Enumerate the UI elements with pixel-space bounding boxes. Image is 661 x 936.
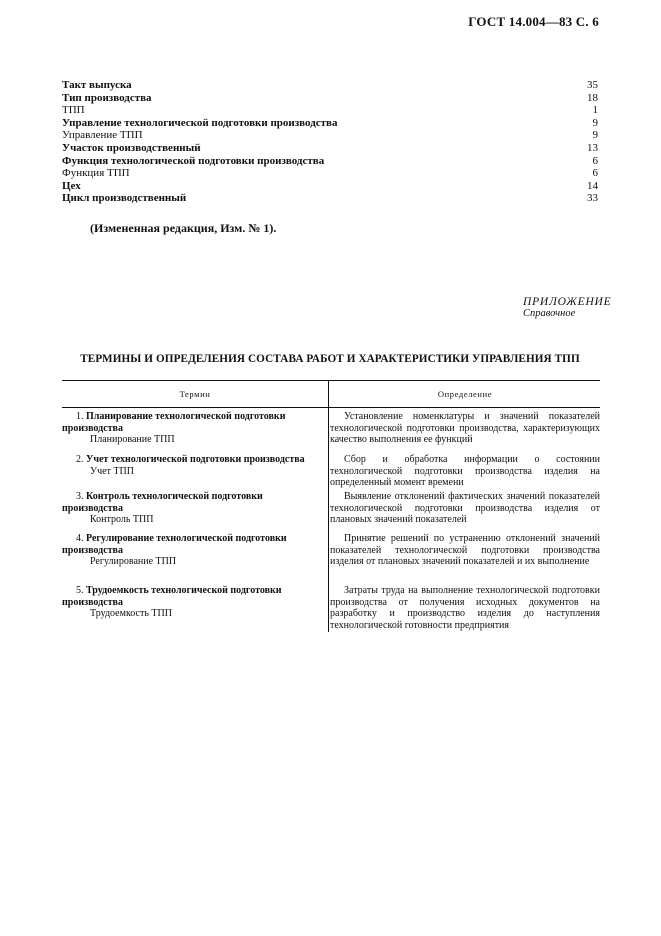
index-row	[62, 167, 598, 180]
term-name: Трудоемкость технологической подготовки производства	[62, 585, 282, 608]
column-header-definition: Определение	[437, 389, 493, 399]
index-page: 14	[587, 179, 598, 192]
index-page: 35	[587, 79, 598, 91]
term-number: 3.	[76, 491, 84, 502]
index-term: Цех	[62, 179, 81, 192]
table-row-term	[62, 585, 324, 620]
index-term: Функция технологической подготовки производства	[62, 154, 325, 167]
index-page: 6	[592, 154, 598, 167]
index-page: 1	[592, 104, 598, 117]
index-page: 13	[587, 141, 598, 154]
index-page: 6	[592, 167, 598, 180]
table-column-divider	[328, 380, 329, 632]
definition-text: Выявление отклонений фактических значений показателей технологической подготовки производства изделия от плановых значений показателей	[330, 491, 600, 526]
revision-note: (Измененная редакция, Изм. № 1).	[90, 221, 277, 235]
table-row-term	[62, 491, 324, 526]
index-row	[62, 192, 598, 205]
index-term: Такт выпуска	[62, 79, 132, 91]
index-term: Управление технологической подготовки производства	[62, 116, 338, 129]
table-top-rule	[62, 380, 600, 381]
term-short: Регулирование ТПП	[90, 556, 177, 568]
index-row	[62, 92, 598, 105]
page-header: ГОСТ 14.004—83 С. 6	[468, 14, 599, 29]
table-row-definition	[330, 411, 600, 446]
appendix-label	[523, 296, 611, 320]
term-number: 1.	[76, 411, 84, 422]
table-row-definition	[330, 454, 600, 489]
index-row	[62, 79, 598, 92]
term-index	[62, 79, 598, 205]
index-page: 33	[587, 192, 598, 205]
definition-text: Принятие решений по устранению отклонений значений показателей технологической подготовки производства изделия от плановых значений показателей и их выполнение	[330, 533, 600, 568]
index-row	[62, 142, 598, 155]
term-short: Учет ТПП	[90, 465, 134, 477]
table-row-definition	[330, 585, 600, 631]
table-row-definition	[330, 533, 600, 568]
term-name: Регулирование технологической подготовки производства	[62, 533, 287, 556]
definition-text: Затраты труда на выполнение технологической подготовки производства от получения исходных документов на разработку и производство изделия до наступления технологической готовности предприятия	[330, 585, 600, 631]
definition-text: Установление номенклатуры и значений показателей технологической подготовки производства, характеризующих качество выполнения ее функций	[330, 411, 600, 446]
index-row	[62, 180, 598, 193]
term-short: Контроль ТПП	[90, 514, 154, 526]
table-row-term	[62, 533, 324, 568]
index-row	[62, 104, 598, 117]
table-row-term	[62, 454, 324, 477]
index-page: 9	[592, 116, 598, 129]
column-header-term: Термин	[179, 389, 211, 399]
term-number: 4.	[76, 533, 84, 544]
term-short: Планирование ТПП	[90, 434, 175, 446]
index-term: Тип производства	[62, 91, 152, 104]
term-number: 2.	[76, 454, 84, 465]
index-row	[62, 155, 598, 168]
term-short: Трудоемкость ТПП	[90, 608, 172, 620]
index-row	[62, 129, 598, 142]
index-page: 9	[592, 129, 598, 142]
table-header-rule	[62, 407, 600, 408]
term-number: 5.	[76, 585, 84, 596]
appendix-title: ПРИЛОЖЕНИЕ	[523, 296, 612, 308]
term-name: Контроль технологической подготовки производства	[62, 491, 263, 514]
index-term: Управление ТПП	[62, 129, 143, 142]
definition-text: Сбор и обработка информации о состоянии технологической подготовки производства изделия на определенный момент времени	[330, 454, 600, 489]
index-term: Участок производственный	[62, 141, 201, 154]
table-row-definition	[330, 491, 600, 526]
index-row	[62, 117, 598, 130]
table-title: ТЕРМИНЫ И ОПРЕДЕЛЕНИЯ СОСТАВА РАБОТ И ХАРАКТЕРИСТИКИ УПРАВЛЕНИЯ ТПП	[80, 353, 580, 365]
terms-table	[62, 380, 600, 632]
index-term: Функция ТПП	[62, 167, 130, 180]
index-term: Цикл производственный	[62, 192, 187, 205]
index-page: 18	[587, 91, 598, 104]
term-name: Учет технологической подготовки производства	[86, 454, 305, 465]
appendix-type: Справочное	[523, 308, 576, 319]
table-row-term	[62, 411, 324, 446]
term-name: Планирование технологической подготовки производства	[62, 411, 286, 434]
index-term: ТПП	[62, 104, 85, 117]
